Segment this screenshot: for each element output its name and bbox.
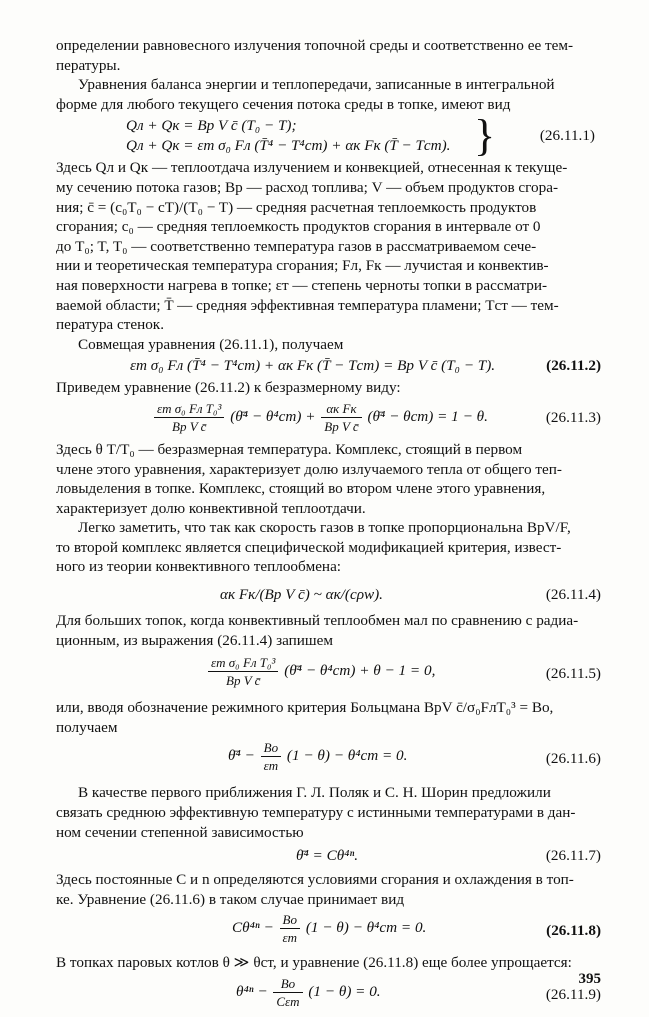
equation-number: (26.11.3) [545, 408, 601, 426]
fraction [273, 975, 302, 1010]
equation-26-11-1 [56, 111, 601, 161]
equation-26-11-5 [56, 650, 601, 698]
text-line: Здесь Qл и Qк — теплоотдача излучением и конвекцией, отнесенная к текуще- [56, 159, 568, 177]
equation-part: (1 − θ) − θ⁴ст = 0. [286, 747, 408, 765]
denominator: Bр V c̄ [226, 673, 261, 689]
text-line: В качестве первого приближения Г. Л. Поляк и С. Н. Шорин предложили [78, 784, 551, 802]
text-line: ваемой области; T̄ — средняя эффективная температура пламени; Tст — тем- [56, 296, 559, 314]
denominator: Cεт [276, 994, 300, 1009]
equation-26-11-3 [56, 398, 601, 440]
numerator: Bo [273, 975, 302, 993]
text-line: Уравнения баланса энергии и теплопередачи, записанные в интегральной [78, 76, 555, 94]
equation-26-11-4 [56, 577, 601, 611]
equation-number: (26.11.6) [545, 750, 601, 768]
text-line: Приведем уравнение (26.11.2) к безразмерному виду: [56, 379, 401, 397]
equation-number: (26.11.5) [545, 665, 601, 683]
equation-26-11-6 [56, 737, 601, 783]
equation-body: εт σ₀ Fл (T̄⁴ − T⁴ст) + αк Fк (T̄ − Tст) = Bр V c̄ (T₀ − T). [130, 357, 496, 375]
equation-body [232, 911, 426, 946]
text-line: или, вводя обозначение режимного критерия Больцмана BрV c̄/σ₀FлT₀³ = Bo, [56, 699, 554, 717]
equation-part: θ̄⁴ − [228, 747, 255, 765]
equation-line: Qл + Qк = Bр V c̄ (T₀ − T); [126, 117, 297, 135]
text-line: ном сечении степенной зависимостью [56, 823, 304, 841]
text-column [56, 36, 601, 1017]
equation-part: θ⁴ⁿ − [236, 982, 268, 1000]
denominator: Bр V c̄ [324, 418, 359, 434]
denominator: εт [282, 930, 298, 946]
text-line: сгорания; c₀ — средняя теплоемкость продуктов сгорания в интервале от 0 [56, 218, 541, 236]
text-line: ного из теории конвективного теплообмена: [56, 558, 342, 576]
text-line: Совмещая уравнения (26.11.1), получаем [78, 335, 344, 353]
fraction [321, 400, 361, 435]
equation-line: Qл + Qк = εт σ₀ Fл (T̄⁴ − T⁴ст) + αк Fк (T̄ − Tст). [126, 137, 451, 155]
text-line: Для больших топок, когда конвективный теплообмен мал по сравнению с радиа- [56, 612, 579, 630]
fraction [261, 739, 282, 774]
text-line: члене этого уравнения, характеризует долю излучаемого тепла от общего теп- [56, 460, 562, 478]
equation-part: (1 − θ) − θ⁴ст = 0. [305, 919, 427, 937]
equation-number: (26.11.7) [545, 847, 601, 865]
equation-26-11-2 [56, 354, 601, 378]
equation-part: (θ̄⁴ − θ⁴ст) + [230, 407, 316, 425]
equation-26-11-8 [56, 909, 601, 953]
equation-body [228, 739, 407, 774]
text-line: пературы. [56, 56, 121, 74]
equation-part: (1 − θ) = 0. [308, 982, 381, 1000]
fraction [154, 400, 224, 435]
numerator: εт σ₀ Fл T₀³ [208, 654, 278, 672]
page-number: 395 [578, 971, 601, 987]
equation-part: (θ̄⁴ − θст) = 1 − θ. [367, 407, 488, 425]
text-line: пература стенок. [56, 316, 164, 334]
equation-number: (26.11.4) [545, 586, 601, 604]
text-line: В топках паровых котлов θ ≫ θст, и уравнение (26.11.8) еще более упрощается: [56, 954, 572, 972]
equation-26-11-9 [56, 973, 601, 1017]
text-line: ная поверхности нагрева в топке; εт — степень черноты топки в рассматри- [56, 276, 548, 294]
text-line: получаем [56, 718, 118, 736]
text-line: Здесь θ T/T₀ — безразмерная температура. Комплекс, стоящий в первом [56, 440, 523, 458]
numerator: Bo [261, 739, 282, 757]
equation-body [206, 654, 435, 689]
denominator: εт [263, 758, 279, 774]
equation-body: θ̄⁴ = Cθ⁴ⁿ. [296, 847, 359, 865]
text-line: ционным, из выражения (26.11.4) запишем [56, 631, 333, 649]
text-line: Здесь постоянные C и n определяются условиями сгорания и охлаждения в топ- [56, 871, 574, 889]
text-line: то второй комплекс является специфической модификацией критерия, извест- [56, 538, 562, 556]
text-line: характеризует долю конвективной теплоотдачи. [56, 499, 366, 517]
brace-symbol: } [474, 111, 496, 161]
equation-body: αк Fк/(Bр V c̄) ~ αк/(cρw). [220, 586, 383, 604]
denominator: Bр V c̄ [172, 418, 207, 434]
text-line: нии и теоретическая температура сгорания; Fл, Fк — лучистая и конвектив- [56, 257, 549, 275]
equation-part: (θ̄⁴ − θ⁴ст) + θ − 1 = 0, [284, 662, 436, 680]
numerator: Bo [280, 911, 301, 929]
equation-number: (26.11.2) [546, 357, 601, 375]
text-line: форме для любого текущего сечения потока среды в топке, имеют вид [56, 95, 511, 113]
text-line: связать среднюю эффективную температуру с истинными температурами в дан- [56, 804, 576, 822]
numerator: αк Fк [321, 400, 361, 418]
text-line: ке. Уравнение (26.11.6) в таком случае принимает вид [56, 890, 405, 908]
text-line: му сечению потока газов; Bр — расход топлива; V — объем продуктов сгора- [56, 178, 559, 196]
numerator: εт σ₀ Fл T₀³ [154, 400, 224, 418]
fraction [280, 911, 301, 946]
text-line: определении равновесного излучения топочной среды и соответственно ее тем- [56, 37, 574, 54]
equation-part: Cθ⁴ⁿ − [232, 919, 274, 937]
equation-26-11-7 [56, 842, 601, 870]
equation-number: (26.11.8) [546, 922, 601, 940]
text-line: ловыделения в топке. Комплекс, стоящий во втором члене этого уравнения, [56, 480, 546, 498]
fraction [208, 654, 278, 689]
text-line: ния; c̄ = (c₀T₀ − cT)/(T₀ − T) — средняя расчетная теплоемкость продуктов [56, 198, 537, 216]
text-line: Легко заметить, что так как скорость газов в топке пропорциональна BрV/F, [78, 519, 571, 537]
equation-number: (26.11.9) [545, 986, 601, 1003]
text-line: до T₀; T, T₀ — соответственно температура газов в рассматриваемом сече- [56, 237, 537, 255]
equation-number: (26.11.1) [539, 127, 595, 145]
equation-body [152, 400, 488, 435]
equation-body [236, 975, 381, 1010]
